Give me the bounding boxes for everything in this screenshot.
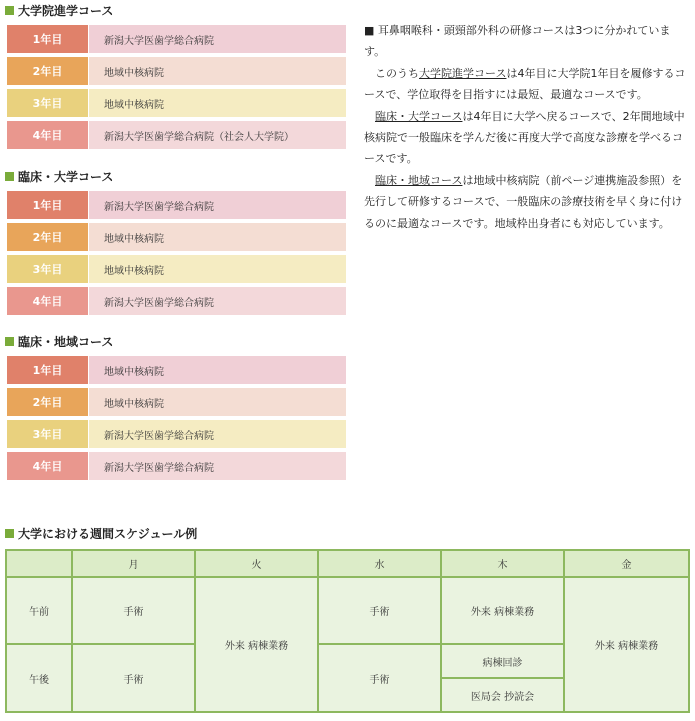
day-header: 水 — [318, 550, 441, 577]
course-row — [7, 420, 346, 448]
course-title: 臨床・大学コース — [5, 168, 113, 185]
schedule-cell: 病棟回診 — [441, 644, 564, 678]
hospital-name: 地域中核病院 — [89, 57, 346, 85]
course-row — [7, 121, 346, 149]
year-label: 4年目 — [7, 121, 88, 149]
course-name-underlined: 臨床・大学コース — [375, 109, 463, 123]
hospital-name: 新潟大学医歯学総合病院 — [89, 420, 346, 448]
square-bullet-icon — [5, 337, 14, 346]
hospital-name: 地域中核病院 — [89, 356, 346, 384]
course-name-underlined: 臨床・地域コース — [375, 173, 463, 187]
course-row — [7, 452, 346, 480]
course-row — [7, 89, 346, 117]
hospital-name: 新潟大学医歯学総合病院（社会人大学院） — [89, 121, 346, 149]
square-bullet-icon — [5, 6, 14, 15]
course-row — [7, 57, 346, 85]
hospital-name: 地域中核病院 — [89, 255, 346, 283]
schedule-cell: 手術 — [72, 577, 195, 644]
hospital-name: 地域中核病院 — [89, 388, 346, 416]
weekly-schedule-table — [5, 549, 690, 713]
year-label: 2年目 — [7, 57, 88, 85]
year-label: 2年目 — [7, 388, 88, 416]
square-bullet-icon — [5, 529, 14, 538]
course-name-underlined: 大学院進学コース — [419, 66, 507, 80]
pm-label: 午後 — [6, 644, 72, 712]
schedule-header-row — [6, 550, 689, 577]
day-header: 月 — [72, 550, 195, 577]
year-label: 1年目 — [7, 191, 88, 219]
year-label: 4年目 — [7, 452, 88, 480]
hospital-name: 新潟大学医歯学総合病院 — [89, 191, 346, 219]
hospital-name: 新潟大学医歯学総合病院 — [89, 452, 346, 480]
course-title: 大学院進学コース — [5, 2, 113, 19]
schedule-cell: 手術 — [318, 577, 441, 644]
year-label: 1年目 — [7, 356, 88, 384]
schedule-cell: 外来 病棟業務 — [564, 577, 689, 712]
course-row — [7, 191, 346, 219]
course-title: 臨床・地域コース — [5, 333, 113, 350]
course-row — [7, 255, 346, 283]
am-label: 午前 — [6, 577, 72, 644]
description-intro: ■ 耳鼻咽喉科・頭頸部外科の研修コースは3つに分かれています。 — [364, 24, 671, 59]
schedule-cell: 外来 病棟業務 — [195, 577, 318, 712]
year-label: 3年目 — [7, 255, 88, 283]
description-paragraph: このうち大学院進学コースは4年目に大学院1年目を履修するコースで、学位取得を目指すには最短、最適なコースです。 — [364, 66, 686, 102]
day-header: 木 — [441, 550, 564, 577]
schedule-cell: 手術 — [72, 644, 195, 712]
hospital-name: 地域中核病院 — [89, 223, 346, 251]
course-description — [364, 20, 690, 234]
year-label: 3年目 — [7, 420, 88, 448]
hospital-name: 地域中核病院 — [89, 89, 346, 117]
square-bullet-icon — [5, 172, 14, 181]
schedule-cell: 手術 — [318, 644, 441, 712]
course-row — [7, 25, 346, 53]
hospital-name: 新潟大学医歯学総合病院 — [89, 287, 346, 315]
course-row — [7, 287, 346, 315]
year-label: 2年目 — [7, 223, 88, 251]
schedule-cell: 医局会 抄読会 — [441, 678, 564, 712]
year-label: 4年目 — [7, 287, 88, 315]
corner-cell — [6, 550, 72, 577]
course-row — [7, 356, 346, 384]
year-label: 1年目 — [7, 25, 88, 53]
schedule-row-am — [6, 577, 689, 644]
day-header: 火 — [195, 550, 318, 577]
course-row — [7, 388, 346, 416]
course-row — [7, 223, 346, 251]
year-label: 3年目 — [7, 89, 88, 117]
hospital-name: 新潟大学医歯学総合病院 — [89, 25, 346, 53]
description-paragraph: 臨床・地域コースは地域中核病院（前ページ連携施設参照）を先行して研修するコースで、一般臨床の診療技術を早く身に付けるのに最適なコースです。地域枠出身者にも対応しています。 — [364, 173, 683, 230]
description-paragraph: 臨床・大学コースは4年目に大学へ戻るコースで、2年間地域中核病院で一般臨床を学んだ後に再度大学で高度な診療を学べるコースです。 — [364, 109, 685, 166]
schedule-title: 大学における週間スケジュール例 — [5, 525, 197, 542]
day-header: 金 — [564, 550, 689, 577]
schedule-cell: 外来 病棟業務 — [441, 577, 564, 644]
